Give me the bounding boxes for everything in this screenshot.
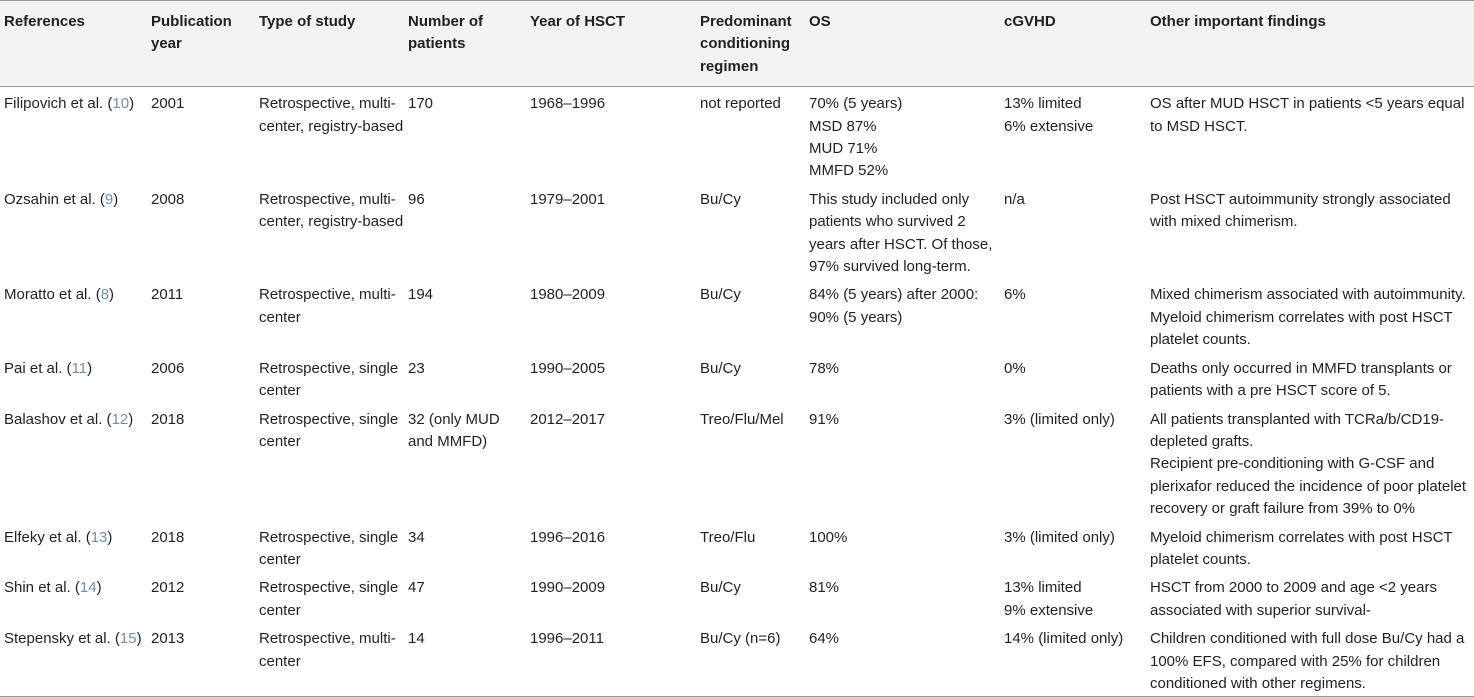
findings-cell-line: OS after MUD HSCT in patients <5 years equal to MSD HSCT. — [1150, 95, 1465, 135]
reference-link[interactable]: 8 — [100, 286, 110, 304]
os-cell — [805, 403, 1000, 521]
reference-author: Filipovich et al. ( — [4, 95, 113, 113]
table-row — [0, 622, 1474, 697]
hsct-years-cell: 2012–2017 — [530, 410, 606, 428]
cgvhd-cell-line: 0% — [1004, 359, 1026, 377]
reference-close: ) — [129, 95, 135, 113]
cgvhd-cell — [1000, 87, 1146, 183]
column-header-number-of-patients — [404, 1, 526, 87]
os-cell-line: 78% — [809, 359, 840, 377]
reference-cell — [0, 352, 147, 403]
reference-close: ) — [107, 528, 113, 546]
cgvhd-cell — [1000, 278, 1146, 351]
os-cell-line: 81% — [809, 579, 840, 597]
findings-cell-line: Myeloid chimerism correlates with post HSCT platelet counts. — [1150, 528, 1453, 568]
reference-link[interactable]: 15 — [119, 630, 137, 648]
regimen-cell: Bu/Cy — [700, 579, 741, 597]
column-header-other-findings — [1146, 1, 1474, 87]
findings-cell — [1146, 403, 1474, 521]
reference-close: ) — [87, 359, 93, 377]
reference-close: ) — [96, 579, 102, 597]
cgvhd-cell — [1000, 403, 1146, 521]
reference-link[interactable]: 14 — [79, 579, 97, 597]
regimen-cell: Bu/Cy (n=6) — [696, 622, 805, 697]
column-header-text: Type of study — [259, 13, 356, 30]
study-type-cell: Retrospective, single center — [259, 579, 399, 619]
findings-cell-line: Children conditioned with full dose Bu/Cy had a 100% EFS, compared with 25% for children conditioned with other regimens. — [1150, 630, 1465, 692]
os-cell-line: 100% — [809, 528, 848, 546]
table-row — [0, 183, 1474, 279]
publication-year-cell: 2011 — [151, 286, 184, 304]
column-header-year-of-hsct — [526, 1, 696, 87]
cgvhd-cell-line: 6% — [1004, 286, 1026, 304]
findings-cell — [1146, 183, 1474, 279]
table-row — [0, 352, 1474, 403]
os-cell-line: MSD 87% — [809, 117, 877, 135]
reference-author: Stepensky et al. ( — [4, 630, 120, 648]
regimen-cell: Treo/Flu — [700, 528, 756, 546]
reference-cell — [0, 278, 147, 351]
cgvhd-cell — [1000, 571, 1146, 622]
reference-link[interactable]: 9 — [104, 190, 114, 208]
reference-link[interactable]: 11 — [71, 359, 88, 377]
column-header-type-of-study — [255, 1, 404, 87]
reference-cell — [0, 183, 147, 279]
regimen-cell: Treo/Flu/Mel — [700, 410, 784, 428]
study-type-cell: Retrospective, single center — [259, 528, 399, 568]
table-row — [0, 521, 1474, 572]
cgvhd-cell — [1000, 352, 1146, 403]
reference-close: ) — [113, 190, 119, 208]
os-cell — [805, 352, 1000, 403]
regimen-cell: Bu/Cy — [700, 190, 741, 208]
findings-cell — [1146, 571, 1474, 622]
reference-author: Pai et al. ( — [4, 359, 72, 377]
patients-cell: 170 — [408, 95, 434, 113]
reference-cell — [0, 403, 147, 521]
publication-year-cell: 2006 — [151, 359, 185, 377]
hsct-years-cell: 1990–2009 — [530, 579, 606, 597]
column-header-text: OS — [809, 13, 831, 30]
findings-cell — [1146, 521, 1474, 572]
study-type-cell: Retrospective, multi-center — [255, 622, 404, 697]
publication-year-cell: 2013 — [147, 622, 255, 697]
findings-cell-line: HSCT from 2000 to 2009 and age <2 years associated with superior survival- — [1150, 579, 1437, 619]
table-body — [0, 87, 1474, 697]
column-header-conditioning-regimen — [696, 1, 805, 87]
reference-author: Shin et al. ( — [4, 579, 80, 597]
findings-cell-line: Post HSCT autoimmunity strongly associated with mixed chimerism. — [1150, 190, 1451, 231]
column-header-text: Number of — [408, 13, 483, 30]
study-type-cell: Retrospective, multi-center, registry-based — [259, 190, 404, 231]
column-header-references — [0, 1, 147, 87]
os-cell — [805, 521, 1000, 572]
patients-cell: 32 (only MUD and MMFD) — [408, 410, 500, 450]
hsct-years-cell: 1968–1996 — [530, 95, 606, 113]
os-cell — [805, 278, 1000, 351]
os-cell-line: MMFD 52% — [809, 162, 889, 180]
cgvhd-cell-line: 3% (limited only) — [1004, 410, 1115, 428]
os-cell — [805, 87, 1000, 183]
os-cell-line: MUD 71% — [809, 140, 878, 158]
hsct-years-cell: 1996–2016 — [530, 528, 606, 546]
column-header-text: Publication — [151, 13, 232, 30]
column-header-text: patients — [408, 35, 466, 53]
column-header-os — [805, 1, 1000, 87]
os-cell — [805, 571, 1000, 622]
findings-cell — [1146, 352, 1474, 403]
findings-cell — [1146, 278, 1474, 351]
publication-year-cell: 2001 — [151, 95, 185, 113]
findings-cell-line: Deaths only occurred in MMFD transplants or patients with a pre HSCT score of 5. — [1150, 359, 1452, 400]
cgvhd-cell — [1000, 622, 1146, 697]
column-header-text: References — [4, 13, 85, 30]
reference-author: Ozsahin et al. ( — [4, 190, 105, 208]
reference-author: Elfeky et al. ( — [4, 528, 91, 546]
findings-cell-line: Mixed chimerism associated with autoimmunity. — [1150, 286, 1466, 304]
column-header-text: Other important findings — [1150, 13, 1326, 30]
os-cell-line: 91% — [809, 410, 840, 428]
reference-close: ) — [136, 630, 142, 648]
column-header-publication-year — [147, 1, 255, 87]
study-type-cell: Retrospective, single center — [259, 410, 399, 450]
os-cell-line: This study included only patients who survived 2 years after HSCT. Of those, 97% survived long-term. — [809, 190, 993, 276]
hsct-years-cell: 1979–2001 — [530, 190, 606, 208]
patients-cell: 14 — [404, 622, 526, 697]
reference-author: Moratto et al. ( — [4, 286, 101, 304]
patients-cell: 34 — [408, 528, 425, 546]
cgvhd-cell-line: 3% (limited only) — [1004, 528, 1115, 546]
cgvhd-cell-line: 6% extensive — [1004, 117, 1094, 135]
hsct-years-cell: 1996–2011 — [526, 622, 696, 697]
findings-cell — [1146, 622, 1474, 697]
patients-cell: 23 — [408, 359, 425, 377]
findings-cell-line: Myeloid chimerism correlates with post HSCT platelet counts. — [1150, 308, 1453, 349]
regimen-cell: Bu/Cy — [700, 286, 741, 304]
table-header — [0, 1, 1474, 87]
os-cell-line: 64% — [809, 630, 840, 648]
hsct-years-cell: 1990–2005 — [530, 359, 606, 377]
cgvhd-cell-line: 9% extensive — [1004, 601, 1094, 619]
publication-year-cell: 2018 — [151, 528, 185, 546]
column-header-text: Year of HSCT — [530, 13, 626, 30]
study-type-cell: Retrospective, single center — [259, 359, 399, 400]
header-row — [0, 1, 1474, 87]
study-type-cell: Retrospective, multi-center, registry-based — [259, 95, 404, 135]
reference-cell — [0, 521, 147, 572]
hsct-years-cell: 1980–2009 — [530, 286, 606, 304]
table-row — [0, 278, 1474, 351]
cgvhd-cell-line: 13% limited — [1004, 579, 1082, 597]
reference-author: Balashov et al. ( — [4, 410, 112, 428]
cgvhd-cell-line: 14% (limited only) — [1004, 630, 1124, 648]
patients-cell: 96 — [408, 190, 425, 208]
publication-year-cell: 2018 — [151, 410, 185, 428]
findings-cell-line: Recipient pre-conditioning with G-CSF and plerixafor reduced the incidence of poor platelet recovery or graft failure from 39% to 0% — [1150, 455, 1467, 518]
study-type-cell: Retrospective, multi-center — [259, 286, 396, 326]
reference-link[interactable]: 13 — [90, 528, 108, 546]
reference-cell — [0, 622, 147, 697]
reference-close: ) — [128, 410, 134, 428]
reference-close: ) — [109, 286, 115, 304]
table-row — [0, 571, 1474, 622]
cgvhd-cell — [1000, 183, 1146, 279]
findings-cell — [1146, 87, 1474, 183]
publication-year-cell: 2012 — [151, 579, 185, 597]
reference-link[interactable]: 10 — [112, 95, 130, 113]
publication-year-cell: 2008 — [151, 190, 185, 208]
column-header-text: cGVHD — [1004, 13, 1056, 30]
findings-cell-line: All patients transplanted with TCRa/b/CD19-depleted grafts. — [1150, 410, 1445, 450]
regimen-cell: Bu/Cy — [700, 359, 741, 377]
os-cell — [805, 622, 1000, 697]
os-cell-line: 84% (5 years) after 2000: 90% (5 years) — [809, 286, 979, 326]
column-header-cgvhd — [1000, 1, 1146, 87]
os-cell-line: 70% (5 years) — [809, 95, 903, 113]
os-cell — [805, 183, 1000, 279]
table-row — [0, 403, 1474, 521]
column-header-text: regimen — [700, 57, 759, 75]
cgvhd-cell — [1000, 521, 1146, 572]
column-header-text: year — [151, 35, 182, 53]
column-header-text: Predominant — [700, 13, 792, 30]
patients-cell: 194 — [408, 286, 434, 304]
column-header-text: conditioning — [700, 35, 790, 53]
cgvhd-cell-line: n/a — [1004, 190, 1025, 208]
reference-cell — [0, 87, 147, 183]
table-row — [0, 87, 1474, 183]
cgvhd-cell-line: 13% limited — [1004, 95, 1082, 113]
reference-link[interactable]: 12 — [111, 410, 129, 428]
regimen-cell: not reported — [700, 95, 781, 113]
patients-cell: 47 — [408, 579, 425, 597]
reference-cell — [0, 571, 147, 622]
